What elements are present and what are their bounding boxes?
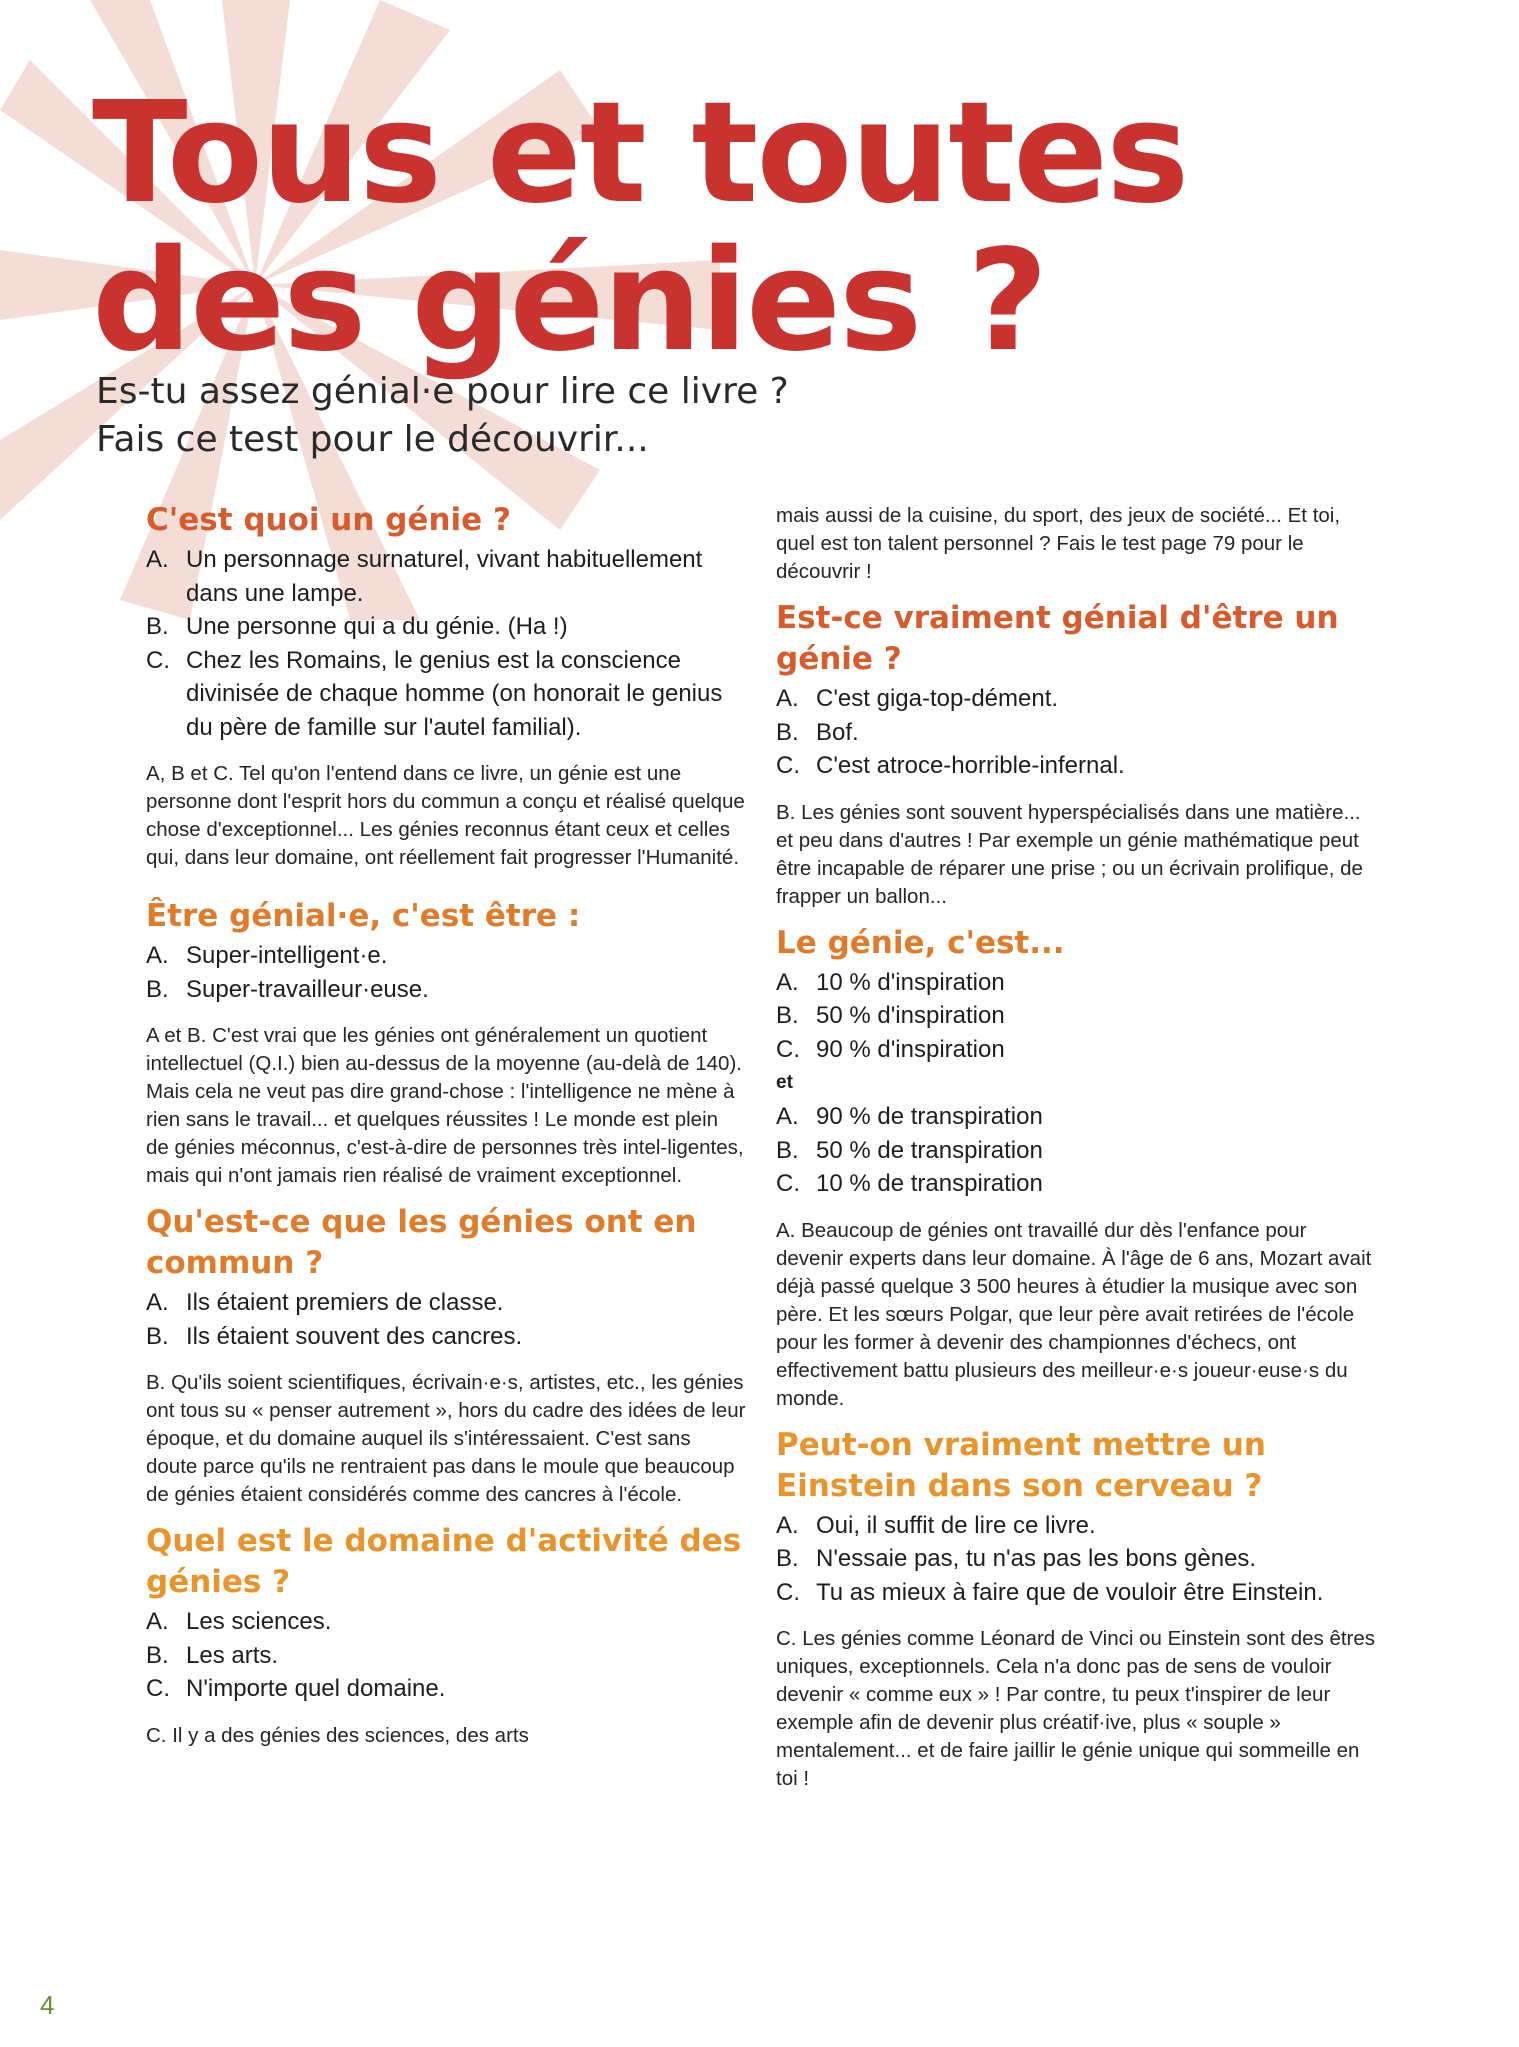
option-text: 50 % de transpiration — [816, 1136, 1043, 1164]
option-text: Bof. — [816, 718, 859, 746]
answer-text: B. Qu'ils soient scientifiques, écrivain·e·s, artistes, etc., les génies ont tous su « penser autrement », hors du cadre des idées de leur époque, et du domaine auquel ils s'intéressaient. C'est sans doute parce qu'ils ne rentraient pas dans le moule que beaucoup de génies étaient considérés comme des cancres à l'école. — [146, 1371, 746, 1506]
option-key: B. — [146, 613, 169, 640]
option-key: C. — [776, 1170, 800, 1197]
title-line-2: des génies ? — [92, 220, 1047, 383]
question-being-genius — [146, 896, 746, 1190]
option-item — [146, 543, 746, 610]
options-list — [146, 1605, 746, 1706]
subtitle-line-1: Es-tu assez génial·e pour lire ce livre ? — [96, 371, 789, 412]
options-list — [776, 682, 1376, 783]
option-text: Les sciences. — [186, 1608, 332, 1635]
option-key: C. — [776, 1035, 800, 1063]
answer-text: C. Il y a des génies des sciences, des arts — [146, 1723, 529, 1747]
option-item — [146, 1286, 746, 1320]
option-text: Chez les Romains, le genius est la conscience divinisée de chaque homme (on honorait le genius du père de famille sur l'autel familial). — [186, 646, 723, 741]
continued-answer-text: mais aussi de la cuisine, du sport, des jeux de société... Et toi, quel est ton talent personnel ? Fais le test page 79 pour le découvrir ! — [776, 504, 1341, 583]
option-text: 50 % d'inspiration — [816, 1002, 1005, 1029]
option-item — [146, 939, 746, 973]
option-item — [776, 1100, 1376, 1134]
question-heading: Qu'est-ce que les génies ont en commun ? — [146, 1204, 697, 1281]
option-key: B. — [776, 1136, 799, 1164]
option-text: N'importe quel domaine. — [186, 1675, 446, 1702]
option-text: Super-intelligent·e. — [186, 942, 388, 969]
question-heading: Être génial·e, c'est être : — [146, 898, 581, 934]
answer-text: C. Les génies comme Léonard de Vinci ou Einstein sont des êtres uniques, exceptionnels. Cela n'a donc pas de sens de vouloir devenir « comme eux » ! Par contre, tu peux t'inspirer de leur exemple afin de devenir plus créatif·ive, plus « souple » mentalement... et de faire jaillir le génie unique qui sommeille en toi ! — [776, 1627, 1376, 1790]
option-item — [776, 966, 1376, 1000]
option-key: B. — [146, 1641, 169, 1669]
option-key: B. — [776, 718, 799, 746]
question-is-it-great — [776, 598, 1376, 911]
option-item — [146, 1639, 746, 1673]
options-list — [146, 939, 746, 1006]
option-key: A. — [776, 968, 799, 996]
options-list — [776, 1509, 1376, 1610]
page-number: 4 — [40, 1990, 55, 2020]
option-key: A. — [146, 1608, 169, 1635]
option-item — [776, 682, 1376, 716]
option-key: C. — [776, 1578, 800, 1606]
option-item — [146, 610, 746, 644]
option-key: C. — [776, 752, 800, 779]
question-heading: Le génie, c'est... — [776, 924, 1065, 961]
option-text: C'est giga-top-dément. — [816, 685, 1059, 712]
option-key: C. — [146, 646, 170, 674]
option-item — [776, 1509, 1376, 1543]
question-genius-is — [776, 923, 1376, 1413]
option-item — [776, 1576, 1376, 1610]
option-item — [776, 716, 1376, 750]
option-text: Un personnage surnaturel, vivant habituellement dans une lampe. — [186, 546, 703, 607]
question-heading: C'est quoi un génie ? — [146, 502, 511, 538]
option-key: B. — [146, 975, 169, 1003]
option-item — [146, 1605, 746, 1639]
option-item — [146, 973, 746, 1007]
option-key: B. — [146, 1322, 169, 1350]
option-text: 90 % d'inspiration — [816, 1035, 1005, 1063]
option-item — [776, 1542, 1376, 1576]
option-text: Ils étaient souvent des cancres. — [186, 1322, 523, 1350]
right-column — [776, 502, 1376, 1793]
option-item — [146, 1672, 746, 1706]
option-text: 90 % de transpiration — [816, 1103, 1043, 1130]
question-in-common — [146, 1202, 746, 1509]
answer-text: A et B. C'est vrai que les génies ont généralement un quotient intellectuel (Q.I.) bien au-dessus de la moyenne (au-delà de 140). Mais cela ne veut pas dire grand-chose : l'intelligence ne mène à rien sans le travail... et quelques réussites ! Le monde est plein de génies méconnus, c'est-à-dire de personnes très intel-ligentes, mais qui n'ont jamais rien réalisé de vraiment exceptionnel. — [146, 1024, 744, 1187]
option-text: Les arts. — [186, 1641, 279, 1669]
title-line-1: Tous et toutes — [92, 72, 1188, 235]
subtitle-line-2: Fais ce test pour le découvrir... — [96, 419, 649, 460]
answer-text: B. Les génies sont souvent hyperspécialisés dans une matière... et peu dans d'autres ! Par exemple un génie mathématique peut être incapable de réparer une prise ; ou un écrivain prolifique, de frapper un ballon... — [776, 800, 1363, 908]
option-key: B. — [776, 1545, 799, 1572]
page-title — [92, 72, 1188, 383]
option-key: C. — [146, 1675, 170, 1702]
options-list-transpiration — [776, 1100, 1376, 1201]
left-column — [146, 500, 746, 1750]
option-text: Une personne qui a du génie. (Ha !) — [186, 613, 568, 640]
option-key: A. — [146, 1289, 169, 1316]
option-item — [776, 1033, 1376, 1067]
question-einstein-brain — [776, 1425, 1376, 1794]
option-key: A. — [146, 546, 169, 573]
options-list — [146, 543, 746, 744]
answer-text: A. Beaucoup de génies ont travaillé dur dès l'enfance pour devenir experts dans leur domaine. À l'âge de 6 ans, Mozart avait déjà passé quelque 3 500 heures à étudier la musique avec son père. Et les sœurs Polgar, que leur père avait retirées de l'école pour les former à devenir des championnes d'échecs, ont effectivement battu plusieurs des meilleur·e·s joueur·euse·s du monde. — [776, 1218, 1372, 1410]
question-what-is-genius — [146, 500, 746, 872]
option-item — [776, 1134, 1376, 1168]
page-subtitle — [96, 368, 789, 464]
option-key: B. — [776, 1002, 799, 1029]
question-heading: Est-ce vraiment génial d'être un génie ? — [776, 600, 1339, 677]
option-text: 10 % d'inspiration — [816, 968, 1005, 996]
answer-text: A, B et C. Tel qu'on l'entend dans ce livre, un génie est une personne dont l'esprit hors du commun a conçu et réalisé quelque chose d'exceptionnel... Les génies reconnus étant ceux et celles qui, dans leur domaine, ont réellement fait progresser l'Humanité. — [146, 762, 745, 869]
option-item — [776, 1167, 1376, 1201]
option-text: Tu as mieux à faire que de vouloir être Einstein. — [816, 1578, 1324, 1606]
options-list-inspiration — [776, 966, 1376, 1067]
option-text: Ils étaient premiers de classe. — [186, 1289, 504, 1316]
option-item — [776, 749, 1376, 783]
conjunction: et — [776, 1072, 793, 1093]
option-key: A. — [776, 1103, 799, 1130]
option-text: Oui, il suffit de lire ce livre. — [816, 1511, 1096, 1539]
option-key: A. — [776, 1511, 799, 1539]
option-key: A. — [776, 685, 799, 712]
options-list — [146, 1286, 746, 1353]
option-item — [146, 1320, 746, 1354]
option-text: N'essaie pas, tu n'as pas les bons gènes. — [816, 1545, 1257, 1572]
option-text: Super-travailleur·euse. — [186, 975, 429, 1003]
option-text: 10 % de transpiration — [816, 1170, 1043, 1197]
option-item — [776, 999, 1376, 1033]
option-text: C'est atroce-horrible-infernal. — [816, 752, 1125, 779]
option-item — [146, 644, 746, 745]
question-heading: Quel est le domaine d'activité des génies ? — [146, 1523, 742, 1600]
question-heading: Peut-on vraiment mettre un Einstein dans son cerveau ? — [776, 1426, 1266, 1504]
option-key: A. — [146, 942, 169, 969]
question-domain — [146, 1521, 746, 1750]
